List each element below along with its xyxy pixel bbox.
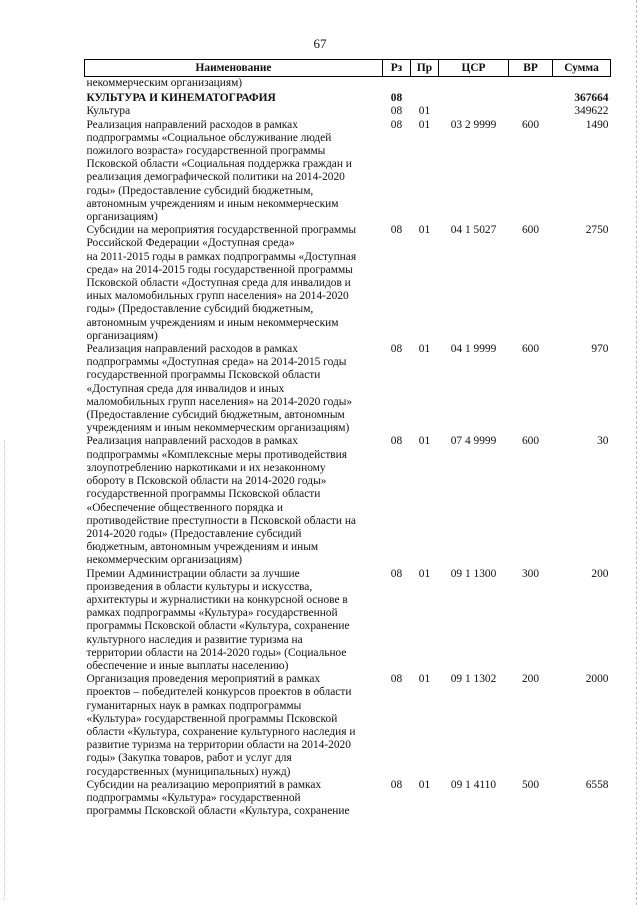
row-rz: 08 — [390, 224, 403, 237]
table-row-section — [85, 91, 611, 105]
row-sum: 349622 — [574, 105, 609, 118]
row-vr: 600 — [521, 224, 540, 237]
table-row — [85, 435, 611, 567]
row-pr — [411, 91, 439, 105]
row-sum: 200 — [591, 567, 609, 580]
table-row — [85, 568, 611, 674]
row-rz: 08 — [390, 435, 403, 448]
row-csr — [439, 91, 509, 105]
table-row — [85, 119, 611, 225]
row-csr: 03 2 9999 — [450, 118, 497, 131]
header-name: Наименование — [85, 60, 383, 77]
row-sum: 970 — [591, 343, 609, 356]
page-number: 67 — [313, 36, 327, 51]
row-vr: 200 — [521, 673, 540, 686]
header-csr: ЦСР — [439, 60, 509, 77]
row-pr: 01 — [418, 343, 431, 356]
row-pr: 01 — [418, 118, 431, 131]
table-row — [85, 779, 611, 819]
scan-edge-left — [4, 440, 6, 900]
row-rz: 08 — [390, 673, 403, 686]
row-vr — [509, 91, 553, 105]
row-sum: 6558 — [585, 778, 609, 791]
row-csr — [439, 105, 509, 118]
row-pr: 01 — [418, 435, 431, 448]
row-name: КУЛЬТУРА И КИНЕМАТОГРАФИЯ — [86, 92, 276, 105]
header-rz: Рз — [383, 60, 411, 77]
header-sum: Сумма — [553, 60, 611, 77]
row-rz: 08 — [390, 118, 403, 131]
row-csr: 09 1 1302 — [450, 673, 497, 686]
row-name: Организация проведения мероприятий в рамках проектов – победителей конкурсов проектов в области гуманитарных наук в рамках подпрограммы «Культура» государственной программы Псковской области «Культура, сохранение культурного наследия и развитие туризма на территории области на 2014-2020 годы» (Закупка товаров, работ и услуг для государственных (муниципальных) нужд) — [86, 673, 356, 778]
row-vr: 600 — [521, 435, 540, 448]
row-pr: 01 — [418, 567, 431, 580]
row-vr: 600 — [521, 343, 540, 356]
table-row — [85, 224, 611, 343]
row-rz: 08 — [390, 343, 403, 356]
table-row-subsection — [85, 105, 611, 118]
row-sum: 30 — [597, 435, 609, 448]
row-csr: 04 1 9999 — [450, 343, 497, 356]
row-sum — [553, 77, 611, 92]
row-pr: 01 — [418, 105, 431, 118]
row-csr — [439, 77, 509, 92]
row-sum: 2000 — [585, 673, 609, 686]
row-rz: 08 — [390, 92, 403, 105]
row-rz: 08 — [390, 105, 403, 118]
row-vr: 300 — [521, 567, 540, 580]
row-name: Культура — [86, 105, 131, 118]
row-sum: 2750 — [585, 224, 609, 237]
row-vr — [509, 77, 553, 92]
row-name: некоммерческим организациям) — [86, 77, 243, 89]
row-vr — [509, 105, 553, 118]
row-name: Реализация направлений расходов в рамках подпрограммы «Комплексные меры противодействия злоупотреблению наркотиками и их незаконному обороту в Псковской области на 2014-2020 годы» государственной программы Псковской области «Обеспечение общественного порядка и противодействие преступности в Псковской области на 2014-2020 годы» (Предоставление субсидий бюджетным, автономным учреждениям и иным некоммерческим организациям) — [86, 435, 356, 567]
table-header-row — [85, 60, 611, 77]
row-name: Субсидии на реализацию мероприятий в рамках подпрограммы «Культура» государственной программы Псковской области «Культура, сохранение — [86, 778, 350, 818]
row-rz: 08 — [390, 567, 403, 580]
header-pr: Пр — [411, 60, 439, 77]
row-pr — [411, 77, 439, 92]
row-csr: 09 1 4110 — [450, 778, 497, 791]
header-vr: ВР — [509, 60, 553, 77]
scan-edge-right — [635, 0, 637, 905]
row-rz — [383, 77, 411, 92]
row-sum: 1490 — [585, 118, 609, 131]
row-rz: 08 — [390, 778, 403, 791]
row-name: Субсидии на мероприятия государственной программы Российской Федерации «Доступная среда» на 2011-2015 годы в рамках подпрограммы «Доступная среда» на 2014-2015 годы государственной программы Псковской области «Доступная среда для инвалидов и иных маломобильных групп населения» на 2014-2020 годы» (Предоставление субсидий бюджетным, автономным учреждениям и иным некоммерческим организациям) — [86, 224, 357, 342]
table-row — [85, 673, 611, 779]
row-pr: 01 — [418, 224, 431, 237]
row-sum: 367664 — [574, 92, 609, 105]
row-pr: 01 — [418, 778, 431, 791]
row-csr: 07 4 9999 — [450, 435, 497, 448]
row-csr: 04 1 5027 — [450, 224, 497, 237]
table-row — [85, 77, 611, 92]
table-row — [85, 343, 611, 435]
row-vr: 500 — [521, 778, 540, 791]
row-name: Реализация направлений расходов в рамках подпрограммы «Социальное обслуживание людей пожилого возраста» государственной программы Псковской области «Социальная поддержка граждан и реализация демографической политики на 2014-2020 годы» (Предоставление субсидий бюджетным, автономным учреждениям и иным некоммерческим организациям) — [86, 118, 352, 224]
row-pr: 01 — [418, 673, 431, 686]
budget-table — [84, 59, 611, 818]
row-csr: 09 1 1300 — [450, 567, 497, 580]
row-vr: 600 — [521, 118, 540, 131]
row-name: Премии Администрации области за лучшие произведения в области культуры и искусства, архитектуры и журналистики на конкурсной основе в рамках подпрограммы «Культура» государственной программы Псковской области «Культура, сохранение культурного наследия и развитие туризма на территории области на 2014-2020 годы» (Социальное обеспечение и иные выплаты населению) — [86, 567, 350, 672]
row-name: Реализация направлений расходов в рамках подпрограммы «Доступная среда» на 2014-2015 годы государственной программы Псковской области «Доступная среда для инвалидов и иных маломобильных групп населения» на 2014-2020 годы» (Предоставление субсидий бюджетным, автономным учреждениям и иным некоммерческим организациям) — [86, 343, 353, 435]
